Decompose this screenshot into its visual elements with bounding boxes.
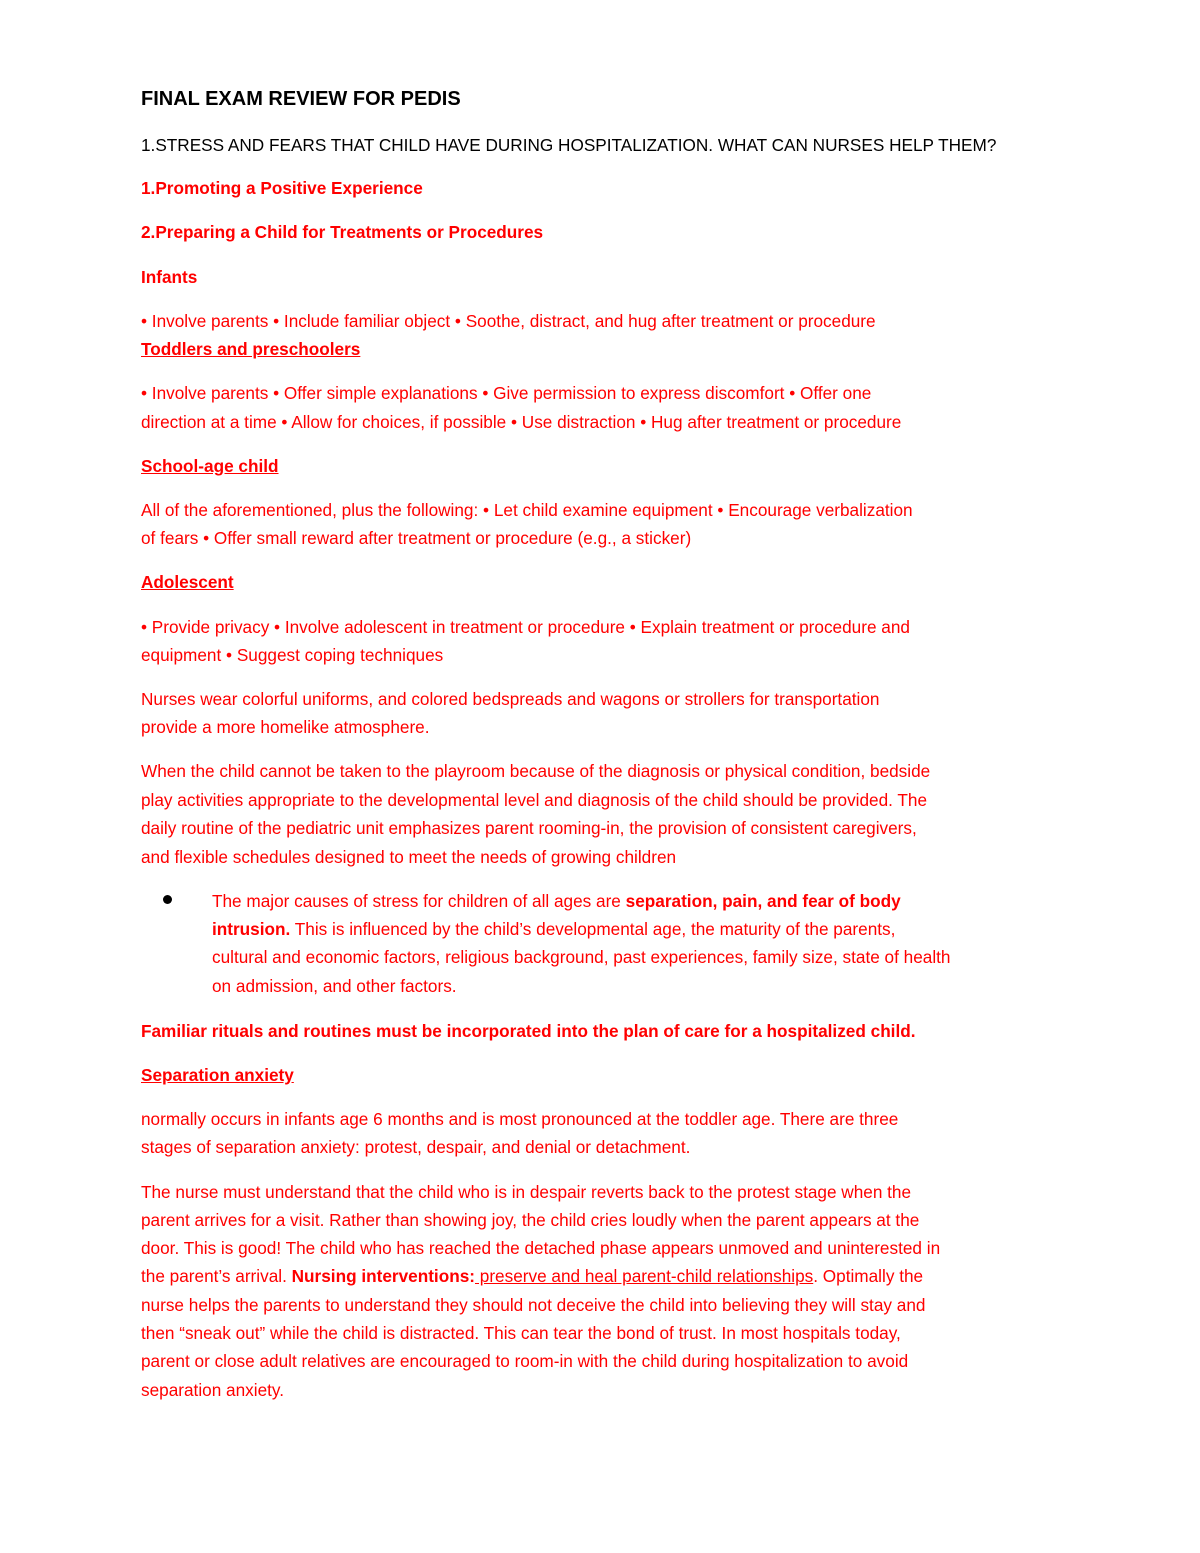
stress-causes-intro: The major causes of stress for children of all ages are: [212, 891, 626, 911]
stress-causes-intrusion: intrusion.: [212, 919, 291, 939]
school-age-heading: School-age child: [141, 456, 279, 476]
toddlers-heading: Toddlers and preschoolers: [141, 339, 361, 359]
stress-causes-influence: This is influenced by the child’s developmental age, the maturity of the parents,: [290, 919, 896, 939]
school-age-text-line2: of fears • Offer small reward after treatment or procedure (e.g., a sticker): [141, 528, 692, 548]
separation-text-line2: stages of separation anxiety: protest, despair, and denial or detachment.: [141, 1137, 691, 1157]
toddlers-text-line2: direction at a time • Allow for choices, if possible • Use distraction • Hug after treatment or procedure: [141, 412, 902, 432]
playroom-paragraph-line3: daily routine of the pediatric unit emphasizes parent rooming-in, the provision of consistent caregivers,: [141, 818, 917, 838]
point-preparing-child: 2.Preparing a Child for Treatments or Procedures: [141, 222, 544, 242]
nurse-paragraph-line5: nurse helps the parents to understand they should not deceive the child into believing they will stay and: [141, 1295, 926, 1315]
toddlers-text-line1: • Involve parents • Offer simple explanations • Give permission to express discomfort • Offer one: [141, 383, 872, 403]
stress-causes-line3: cultural and economic factors, religious background, past experiences, family size, state of health: [212, 947, 951, 967]
nurses-uniforms-line2: provide a more homelike atmosphere.: [141, 717, 430, 737]
adolescent-text-line2: equipment • Suggest coping techniques: [141, 645, 444, 665]
separation-text-line1: normally occurs in infants age 6 months and is most pronounced at the toddler age. There are three: [141, 1109, 899, 1129]
playroom-paragraph-line4: and flexible schedules designed to meet the needs of growing children: [141, 847, 677, 867]
infants-text: • Involve parents • Include familiar object • Soothe, distract, and hug after treatment or procedure: [141, 311, 876, 331]
question-heading: 1.STRESS AND FEARS THAT CHILD HAVE DURING HOSPITALIZATION. WHAT CAN NURSES HELP THEM?: [141, 135, 997, 155]
nursing-interventions-text: preserve and heal parent-child relationships: [475, 1266, 814, 1286]
stress-causes-bold: separation, pain, and fear of body: [625, 891, 901, 911]
infants-heading: Infants: [141, 267, 198, 287]
nursing-interventions-label: Nursing interventions:: [291, 1266, 475, 1286]
stress-causes-line2: [212, 917, 895, 941]
nurse-paragraph-line1: The nurse must understand that the child who is in despair reverts back to the protest stage when the: [141, 1182, 912, 1202]
school-age-text-line1: All of the aforementioned, plus the following: • Let child examine equipment • Encourage verbalization: [141, 500, 913, 520]
nurse-paragraph-line6: then “sneak out” while the child is distracted. This can tear the bond of trust. In most hospitals today,: [141, 1323, 901, 1343]
parent-arrival-text: the parent’s arrival.: [141, 1266, 292, 1286]
playroom-paragraph-line2: play activities appropriate to the developmental level and diagnosis of the child should be provided. The: [141, 790, 928, 810]
nurse-paragraph-line4: [141, 1264, 923, 1288]
familiar-rituals-statement: Familiar rituals and routines must be incorporated into the plan of care for a hospitalized child.: [141, 1021, 916, 1041]
adolescent-heading: Adolescent: [141, 572, 234, 592]
stress-causes-line4: on admission, and other factors.: [212, 976, 457, 996]
stress-causes-line1: [212, 889, 901, 913]
optimally-text: . Optimally the: [813, 1266, 924, 1286]
playroom-paragraph-line1: When the child cannot be taken to the playroom because of the diagnosis or physical condition, bedside: [141, 761, 931, 781]
adolescent-text-line1: • Provide privacy • Involve adolescent in treatment or procedure • Explain treatment or procedure and: [141, 617, 910, 637]
nurse-paragraph-line2: parent arrives for a visit. Rather than showing joy, the child cries loudly when the parent appears at the: [141, 1210, 920, 1230]
point-promoting-experience: 1.Promoting a Positive Experience: [141, 178, 423, 198]
nurse-paragraph-line3: door. This is good! The child who has reached the detached phase appears unmoved and uninterested in: [141, 1238, 941, 1258]
document-title: FINAL EXAM REVIEW FOR PEDIS: [141, 88, 461, 110]
nurse-paragraph-line8: separation anxiety.: [141, 1380, 284, 1400]
bullet-dot-icon: [163, 895, 172, 904]
separation-anxiety-heading: Separation anxiety: [141, 1065, 294, 1085]
nurse-paragraph-line7: parent or close adult relatives are encouraged to room-in with the child during hospitalization to avoid: [141, 1351, 909, 1371]
nurses-uniforms-line1: Nurses wear colorful uniforms, and colored bedspreads and wagons or strollers for transportation: [141, 689, 880, 709]
